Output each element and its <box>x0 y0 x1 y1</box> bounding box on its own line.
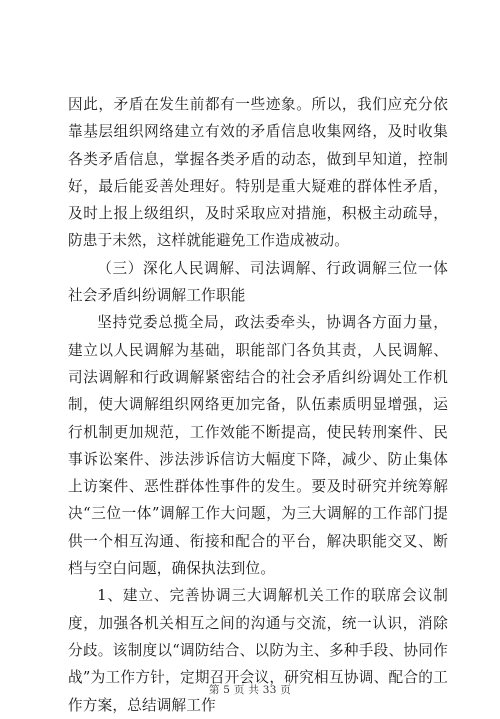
page-footer: 第 5 页 共 33 页 <box>208 684 292 696</box>
paragraph-1: 因此，矛盾在发生前都有一些迹象。所以，我们应充分依靠基层组织网络建立有效的矛盾信息收集网络，及时收集各类矛盾信息，掌握各类矛盾的动态，做到早知道，控制好，最后能妥善处理好。特别是重大疑难的群体性矛盾，及时上报上级组织，及时采取应对措施，积极主动疏导，防患于未然，这样就能避免工作造成被动。 <box>68 96 448 250</box>
paragraph-2: 坚持党委总揽全局，政法委牵头，协调各方面力量，建立以人民调解为基础，职能部门各负其责，人民调解、司法调解和行政调解紧密结合的社会矛盾纠纷调处工作机制，使大调解组织网络更加完备，队伍素质明显增强，运行机制更加规范，工作效能不断提高，使民转刑案件、民事诉讼案件、涉法涉诉信访大幅度下降，减少、防止集体上访案件、恶性群体性事件的发生。要及时研究并统筹解决“三位一体”调解工作大问题，为三大调解的工作部门提供一个相互沟通、衔接和配合的平台，解决职能交叉、断档与空白问题，确保执法到位。 <box>68 314 448 578</box>
section-heading-3: （三）深化人民调解、司法调解、行政调解三位一体社会矛盾纠纷调解工作职能 <box>68 259 448 305</box>
document-body <box>68 91 448 719</box>
paragraph-3: 1、建立、完善协调三大调解机关工作的联席会议制度，加强各机关相互之间的沟通与交流，统一认识，消除分歧。该制度以“调防结合、以防为主、多种手段、协同作战”为工作方针，定期召开会议，研究相互协调、配合的工作方案，总结调解工作 <box>68 587 448 714</box>
